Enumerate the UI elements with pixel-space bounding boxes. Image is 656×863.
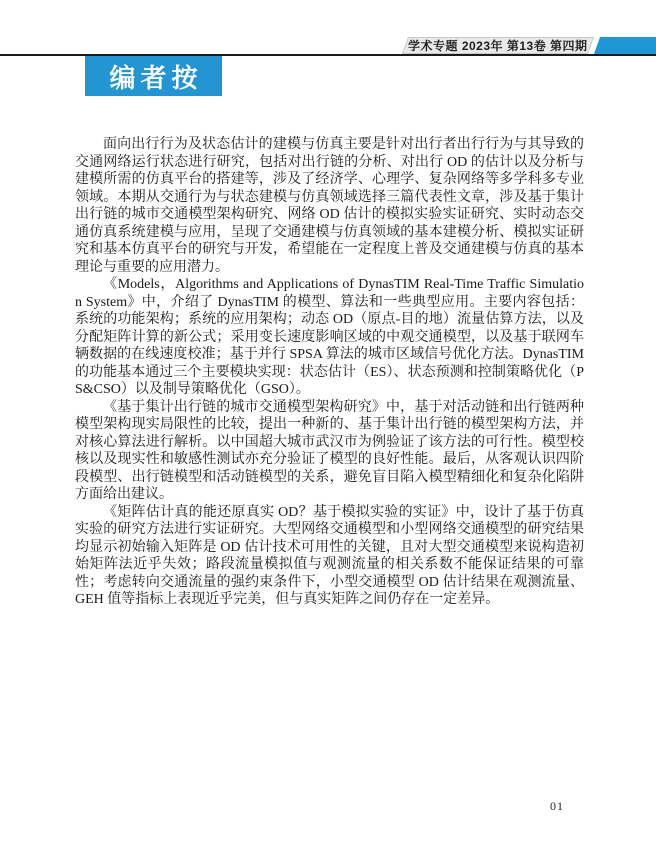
editor-note-body bbox=[75, 136, 584, 609]
page-title-box bbox=[85, 56, 222, 96]
paragraph-trip-chain-model: 《基于集计出行链的城市交通模型架构研究》中，基于对活动链和出行链两种模型架构现实局限性的比较，提出一种新的、基于集计出行链的模型架构方法，并对核心算法进行解析。以中国超大城市武汉市为例验证了该方法的可行性。模型校核以及现实性和敏感性测试亦充分验证了模型的良好性能。最后，从客观认识四阶段模型、出行链模型和活动链模型的关系，避免盲目陷入模型精细化和复杂化陷阱方面给出建议。 bbox=[75, 399, 584, 502]
paragraph-dynastim: 《Models，Algorithms and Applications of DynasTIM Real-Time Traffic Simulation System》中，介绍了 DynasTIM 的模型、算法和一些典型应用。主要内容包括：系统的功能架构；系统的应用架构；动态 OD（原点-目的地）流量估算方法，以及分配矩阵计算的新公式；采用变长速度影响区域的中观交通模型，以及基于联网车辆数据的在线速度校准；基于并行 SPSA 算法的城市区域信号优化方法。DynasTIM 的功能基本通过三个主要模块实现：状态估计（ES）、状态预测和控制策略优化（PS&CSO）以及制导策略优化（GSO）。 bbox=[75, 277, 584, 397]
paragraph-od-matrix: 《矩阵估计真的能还原真实 OD？基于模拟实验的实证》中，设计了基于仿真实验的研究方法进行实证研究。大型网络交通模型和小型网络交通模型的研究结果均显示初始输入矩阵是 OD 估计技术可用性的关键，且对大型交通模型来说构造初始矩阵法近乎失效；路段流量模拟值与观测流量的相关系数不能保证结果的可靠性；考虑转向交通流量的强约束条件下，小型交通模型 OD 估计结果在观测流量、GEH 值等指标上表现近乎完美，但与真实矩阵之间仍存在一定差异。 bbox=[75, 504, 584, 607]
journal-info-text: 学术专题 2023年 第13卷 第四期 bbox=[408, 39, 588, 53]
journal-info-banner bbox=[402, 37, 594, 54]
header-accent-shape bbox=[594, 37, 656, 54]
paragraph-intro: 面向出行行为及状态估计的建模与仿真主要是针对出行者出行行为与其导致的交通网络运行状态进行研究，包括对出行链的分析、对出行 OD 的估计以及分析与建模所需的仿真平台的搭建等，涉及了经济学、心理学、复杂网络等多学科多专业领域。本期从交通行为与状态建模与仿真领域选择三篇代表性文章，涉及基于集计出行链的城市交通模型架构研究、网络 OD 估计的模拟实验实证研究、实时动态交通仿真系统建模与应用，呈现了交通建模与仿真领域的基本建模分析、模拟实证研究和基本仿真平台的研究与开发，希望能在一定程度上普及交通建模与仿真的基本理论与重要的应用潜力。 bbox=[75, 137, 584, 275]
page-title: 编者按 bbox=[109, 62, 203, 93]
page-number: 01 bbox=[550, 799, 564, 813]
